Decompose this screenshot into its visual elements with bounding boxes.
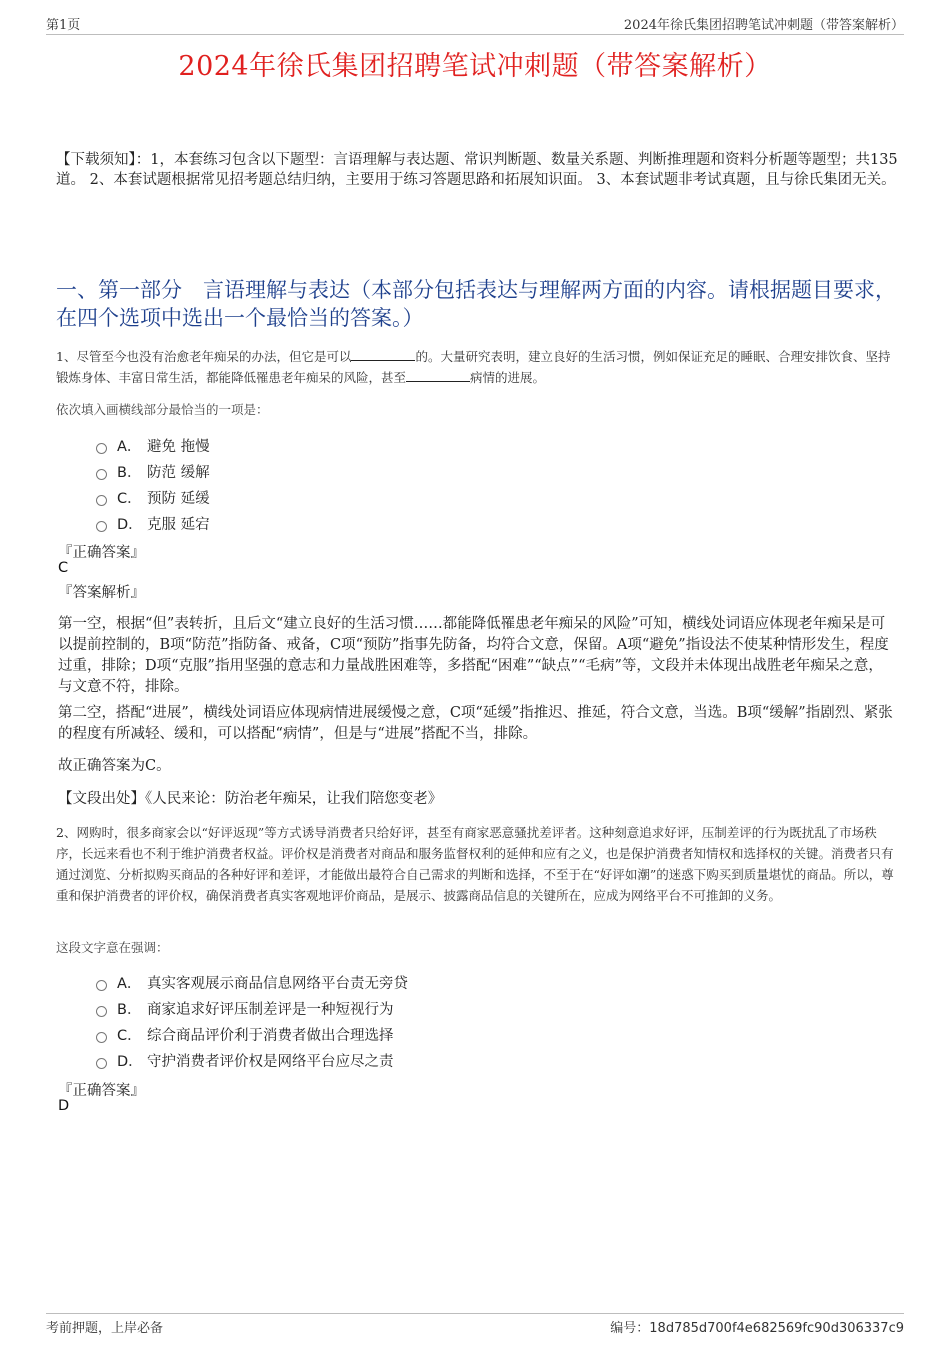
option-c[interactable]	[96, 484, 210, 510]
option-b[interactable]	[96, 995, 408, 1021]
document-code	[610, 1317, 904, 1336]
question-1-text-part-a: 1、尽管至今也没有治愈老年痴呆的办法，但它是可以	[56, 349, 352, 364]
option-d[interactable]	[96, 510, 210, 536]
section-heading: 一、第一部分 言语理解与表达（本部分包括表达与理解两方面的内容。请根据题目要求，在四个选项中选出一个最恰当的答案。）	[56, 278, 896, 330]
analysis-paragraph-1: 第一空，根据“但”表转折，且后文“建立良好的生活习惯……都能降低罹患老年痴呆的风险”可知，横线处词语应体现老年痴呆是可以提前控制的，B项“防范”指防备、戒备，C项“预防”指事先防备，均符合文意，保留。A项“避免”指设法不使某种情形发生，程度过重，排除；D项“克服”指用坚强的意志和力量战胜困难等，多搭配“困难”“缺点”“毛病”等，文段并未体现出战胜老年痴呆之意，与文意不符，排除。	[58, 616, 889, 695]
option-text: 守护消费者评价权是网络平台应尽之责	[147, 1053, 394, 1070]
radio-icon[interactable]	[96, 1058, 107, 1069]
option-a[interactable]	[96, 432, 210, 458]
question-1-prompt: 依次填入画横线部分最恰当的一项是：	[56, 402, 269, 417]
radio-icon[interactable]	[96, 521, 107, 532]
option-text: 商家追求好评压制差评是一种短视行为	[147, 1001, 394, 1018]
option-letter: A．	[117, 438, 142, 455]
option-text: 综合商品评价利于消费者做出合理选择	[147, 1027, 394, 1044]
question-2-options	[96, 969, 408, 1073]
page-number: 第1页	[46, 18, 81, 33]
option-text: 预防 延缓	[147, 490, 210, 507]
source-citation: 【文段出处】《人民来论：防治老年痴呆，让我们陪您变老》	[58, 791, 443, 807]
analysis-conclusion: 故正确答案为C。	[58, 758, 171, 774]
footer-slogan: 考前押题，上岸必备	[46, 1321, 164, 1336]
analysis-label: 『答案解析』	[58, 585, 145, 601]
page-header	[46, 14, 904, 35]
option-b[interactable]	[96, 458, 210, 484]
option-letter: D．	[117, 1053, 143, 1070]
document-title: 2024年徐氏集团招聘笔试冲刺题（带答案解析）	[178, 51, 772, 82]
option-letter: C．	[117, 490, 142, 507]
question-1-text	[56, 346, 898, 388]
fill-blank-1	[351, 348, 415, 361]
option-letter: C．	[117, 1027, 142, 1044]
correct-answer-2: D	[58, 1098, 70, 1114]
option-text: 克服 延宕	[147, 516, 210, 533]
option-text: 避免 拖慢	[147, 438, 210, 455]
radio-icon[interactable]	[96, 495, 107, 506]
question-1-text-part-b: 的。大量研究表明，建立良好的生活习惯，例如保证充足的睡眠、合理安排饮食、坚持锻炼身体、丰富日常生活，都能降低罹患老年痴呆的风险，甚至	[56, 349, 891, 385]
option-text: 真实客观展示商品信息网络平台责无旁贷	[147, 975, 408, 992]
radio-icon[interactable]	[96, 980, 107, 991]
code-label: 编号：	[610, 1321, 650, 1336]
page-footer	[46, 1313, 904, 1336]
download-notice: 【下载须知】：1，本套练习包含以下题型：言语理解与表达题、常识判断题、数量关系题、判断推理题和资料分析题等题型；共135道。 2、本套试题根据常见招考题总结归纳，主要用于练习答题思路和拓展知识面。 3、本套试题非考试真题，且与徐氏集团无关。	[56, 152, 898, 188]
option-a[interactable]	[96, 969, 408, 995]
radio-icon[interactable]	[96, 469, 107, 480]
option-text: 防范 缓解	[147, 464, 210, 481]
answer-label-2: 『正确答案』	[58, 1083, 145, 1099]
option-letter: A．	[117, 975, 142, 992]
question-1-text-part-c: 病情的进展。	[470, 370, 546, 385]
answer-label: 『正确答案』	[58, 545, 145, 561]
correct-answer: C	[58, 560, 69, 576]
option-c[interactable]	[96, 1021, 408, 1047]
option-letter: B．	[117, 464, 142, 481]
analysis-paragraph-2: 第二空，搭配“进展”，横线处词语应体现病情进展缓慢之意，C项“延缓”指推迟、推延，符合文意，当选。B项“缓解”指剧烈、紧张的程度有所减轻、缓和，可以搭配“病情”，但是与“进展”搭配不当，排除。	[58, 705, 893, 742]
header-doc-title: 2024年徐氏集团招聘笔试冲刺题（带答案解析）	[623, 18, 904, 33]
fill-blank-2	[406, 369, 470, 382]
radio-icon[interactable]	[96, 1006, 107, 1017]
code-value: 18d785d700f4e682569fc90d306337c9	[649, 1321, 904, 1336]
question-1-options	[96, 432, 210, 536]
option-letter: D．	[117, 516, 143, 533]
radio-icon[interactable]	[96, 443, 107, 454]
option-d[interactable]	[96, 1047, 408, 1073]
radio-icon[interactable]	[96, 1032, 107, 1043]
question-2-prompt: 这段文字意在强调：	[56, 940, 169, 955]
question-2-text: 2、网购时，很多商家会以“好评返现”等方式诱导消费者只给好评，甚至有商家恶意骚扰差评者。这种刻意追求好评，压制差评的行为既扰乱了市场秩序，长远来看也不利于维护消费者权益。评价权是消费者对商品和服务监督权利的延伸和应有之义，也是保护消费者知情权和选择权的关键。消费者只有通过浏览、分析拟购买商品的各种好评和差评，才能做出最符合自己需求的判断和选择，不至于在“好评如潮”的迷惑下购买到质量堪忧的商品。所以，尊重和保护消费者的评价权，确保消费者真实客观地评价商品，是展示、披露商品信息的关键所在，应成为网络平台不可推卸的义务。	[56, 825, 894, 903]
option-letter: B．	[117, 1001, 142, 1018]
